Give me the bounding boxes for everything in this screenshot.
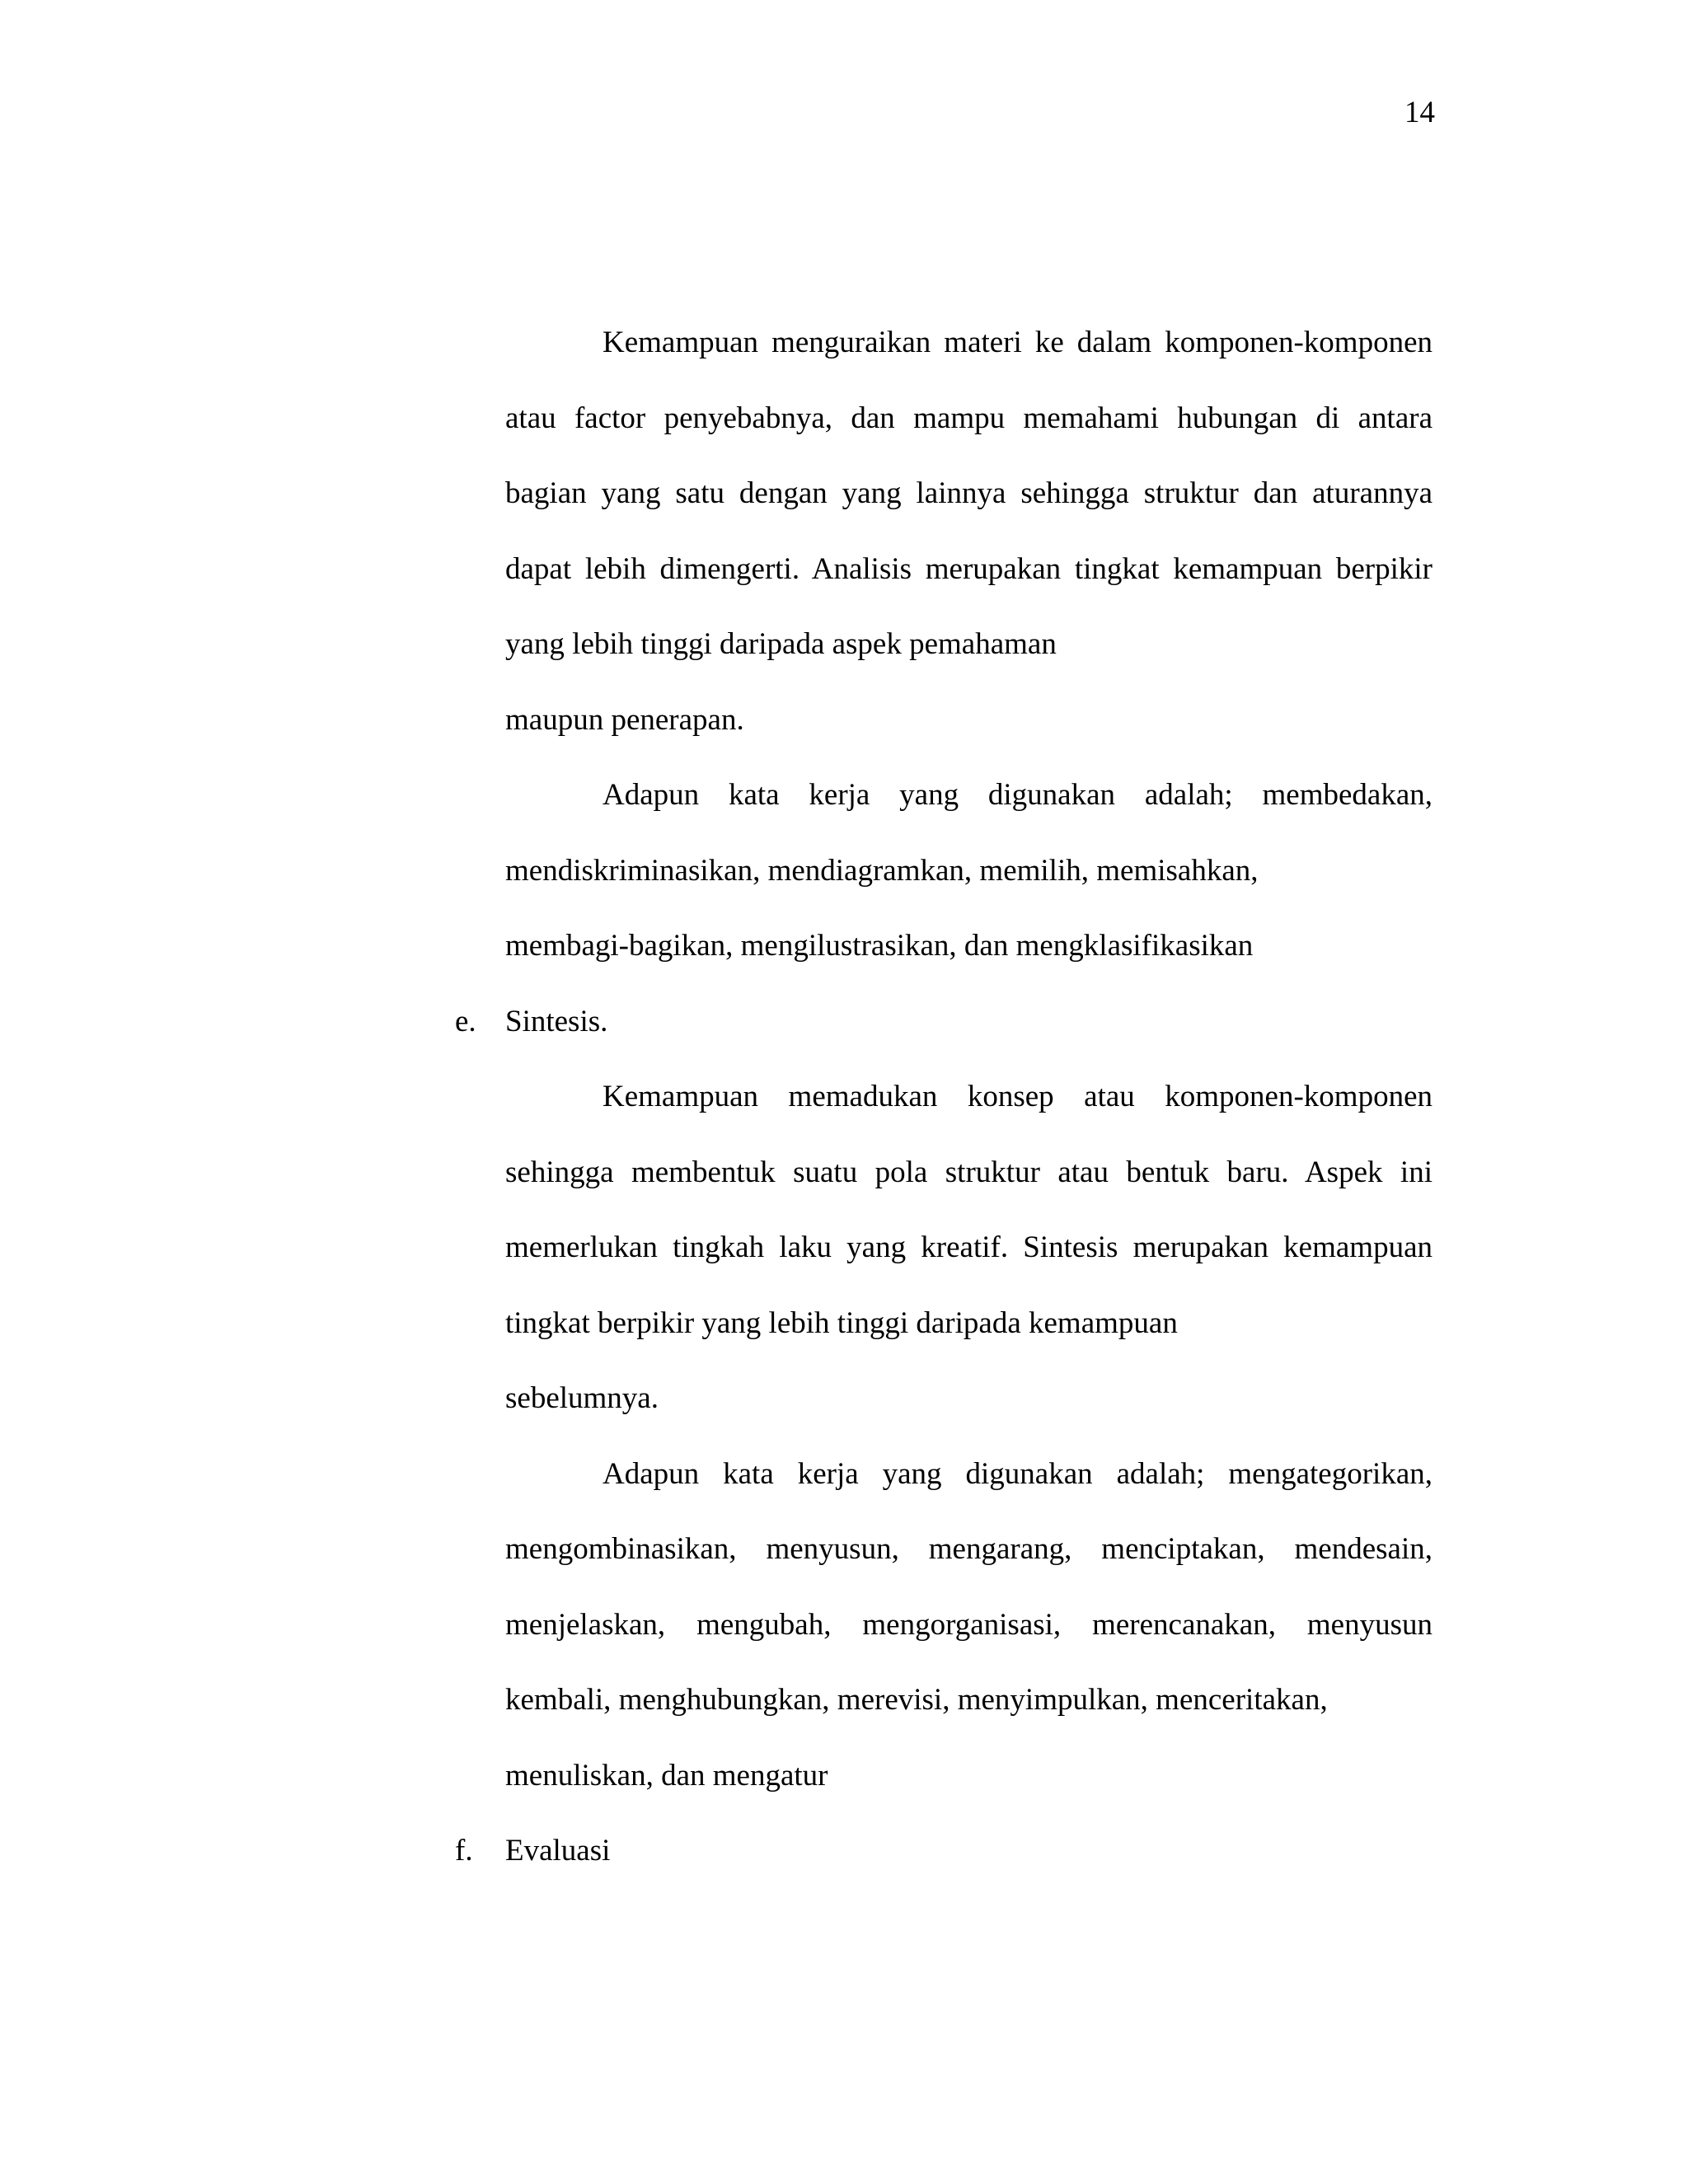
paragraph-sintesis-definition-end: sebelumnya. (505, 1381, 659, 1415)
list-item-sintesis (455, 984, 1432, 1060)
paragraph-analisis-verbs-end: membagi-bagikan, mengilustrasikan, dan mengklasifikasikan (505, 929, 1254, 963)
heading-sintesis: Sintesis. (505, 1004, 608, 1038)
page-number: 14 (1404, 96, 1435, 129)
paragraph-analisis-definition: Kemampuan menguraikan materi ke dalam komponen-komponen atau factor penyebabnya, dan mampu memahami hubungan di antara bagian yang satu dengan yang lainnya sehingga struktur dan aturannya dapat lebih dimengerti. Analisis merupakan tingkat kemampuan berpikir yang lebih tinggi daripada aspek pemahaman (505, 326, 1432, 661)
paragraph-analisis-definition-end: maupun penerapan. (505, 702, 744, 737)
list-marker-e: e. (455, 1004, 476, 1038)
paragraph-sintesis-verbs: Adapun kata kerja yang digunakan adalah; mengategorikan, mengombinasikan, menyusun, mengarang, menciptakan, mendesain, menjelaskan, mengubah, mengorganisasi, merencanakan, menyusun kembali, menghubungkan, merevisi, menyimpulkan, menceritakan, (505, 1456, 1432, 1717)
paragraph-analisis-verbs: Adapun kata kerja yang digunakan adalah; membedakan, mendiskriminasikan, mendiagramkan, memilih, memisahkan, (505, 778, 1432, 888)
list-item-evaluasi (455, 1813, 1432, 1889)
page-body (455, 305, 1432, 1889)
heading-evaluasi: Evaluasi (505, 1834, 611, 1868)
paragraph-sintesis-verbs-end: menuliskan, dan mengatur (505, 1758, 828, 1793)
list-marker-f: f. (455, 1834, 473, 1868)
paragraph-sintesis-definition: Kemampuan memadukan konsep atau komponen-komponen sehingga membentuk suatu pola struktur atau bentuk baru. Aspek ini memerlukan tingkah laku yang kreatif. Sintesis merupakan kemampuan tingkat berpikir yang lebih tinggi daripada kemampuan (505, 1080, 1432, 1340)
